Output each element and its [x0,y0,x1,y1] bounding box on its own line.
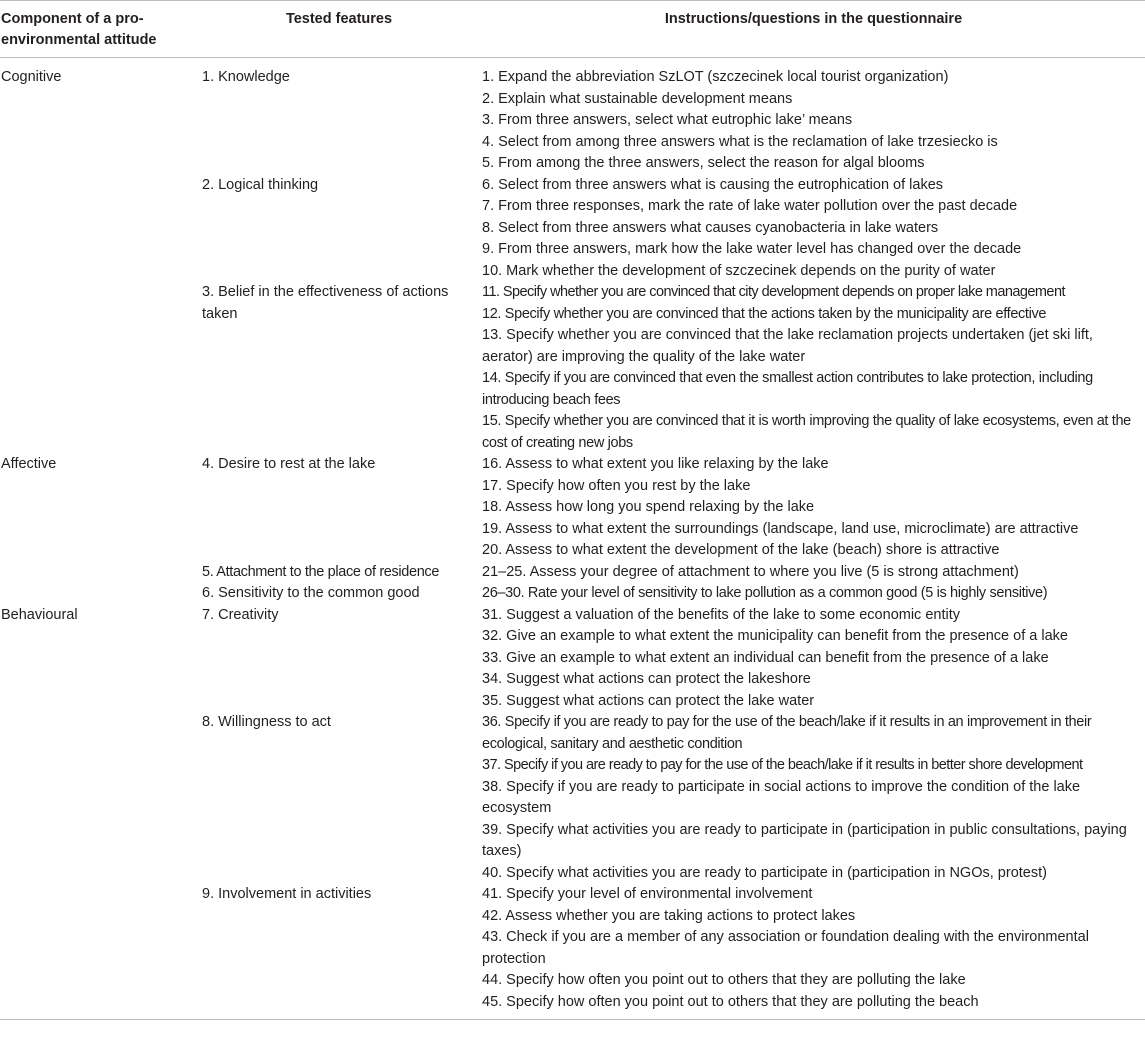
list-item: 39. Specify what activities you are ready to participate in (participation in public consultations, paying taxes) [482,821,1127,859]
list-item: 32. Give an example to what extent the municipality can benefit from the presence of a lake [482,628,1068,644]
feature-cell: 8. Willingness to act [202,714,331,730]
list-item: 11. Specify whether you are convinced that city development depends on proper lake management [482,284,1065,300]
table-row [0,175,1145,283]
list-item: 1. Expand the abbreviation SzLOT (szczecinek local tourist organization) [482,69,949,85]
list-item: 4. Select from among three answers what is the reclamation of lake trzesiecko is [482,133,998,150]
list-item: 31. Suggest a valuation of the benefits of the lake to some economic entity [482,606,960,623]
table-row [0,605,1145,713]
list-item: 42. Assess whether you are taking actions to protect lakes [482,907,856,924]
list-item: 20. Assess to what extent the development of the lake (beach) shore is attractive [482,542,1000,558]
header-instructions: Instructions/questions in the questionnaire [482,1,1145,58]
list-item: 15. Specify whether you are convinced that it is worth improving the quality of lake ecosystems, even at the cost of creating new jobs [482,413,1131,451]
feature-cell: 2. Logical thinking [202,176,319,193]
table-row [0,58,1145,175]
list-item: 8. Select from three answers what causes cyanobacteria in lake waters [482,219,939,236]
list-item: 6. Select from three answers what is causing the eutrophication of lakes [482,176,944,193]
list-item: 16. Assess to what extent you like relaxing by the lake [482,456,829,472]
list-item: 36. Specify if you are ready to pay for the use of the beach/lake if it results in an improvement in their ecological, sanitary and aesthetic condition [482,714,1092,752]
table-row [0,583,1145,605]
instructions-cell [482,712,1145,884]
instructions-cell [482,175,1145,283]
list-item: 38. Specify if you are ready to participate in social actions to improve the condition of the lake ecosystem [482,778,1081,816]
component-cell: Affective [1,456,57,472]
table-row [0,454,1145,562]
header-component: Component of a pro-environmental attitude [0,1,196,58]
instructions-cell [482,562,1145,584]
table-row [0,562,1145,584]
list-item: 21–25. Assess your degree of attachment to where you live (5 is strong attachment) [482,563,1019,580]
list-item: 7. From three responses, mark the rate of lake water pollution over the past decade [482,198,1018,214]
list-item: 41. Specify your level of environmental involvement [482,886,813,902]
component-cell [0,282,196,454]
header-features: Tested features [196,1,482,58]
component-cell: Cognitive [1,69,62,85]
feature-cell: 5. Attachment to the place of residence [202,563,440,580]
feature-cell: 4. Desire to rest at the lake [202,456,376,472]
component-cell: Behavioural [1,606,78,623]
instructions-cell [482,454,1145,562]
table-row [0,884,1145,1020]
list-item: 26–30. Rate your level of sensitivity to lake pollution as a common good (5 is highly sensitive) [482,585,1048,601]
list-item: 12. Specify whether you are convinced that the actions taken by the municipality are effective [482,305,1047,322]
list-item: 9. From three answers, mark how the lake water level has changed over the decade [482,241,1022,257]
instructions-cell [482,282,1145,454]
list-item: 40. Specify what activities you are ready to participate in (participation in NGOs, protest) [482,864,1047,881]
component-cell [0,562,196,584]
list-item: 37. Specify if you are ready to pay for the use of the beach/lake if it results in better shore development [482,757,1083,773]
list-item: 33. Give an example to what extent an individual can benefit from the presence of a lake [482,649,1049,666]
list-item: 18. Assess how long you spend relaxing by the lake [482,499,815,515]
list-item: 3. From three answers, select what eutrophic lake’ means [482,112,853,128]
header-row [0,1,1145,58]
instructions-cell [482,58,1145,175]
feature-cell: 1. Knowledge [202,69,290,85]
list-item: 34. Suggest what actions can protect the lakeshore [482,671,811,687]
instructions-cell [482,605,1145,713]
list-item: 14. Specify if you are convinced that even the smallest action contributes to lake protection, including introducing beach fees [482,370,1093,408]
list-item: 44. Specify how often you point out to others that they are polluting the lake [482,972,966,988]
list-item: 17. Specify how often you rest by the lake [482,477,751,494]
instructions-cell [482,583,1145,605]
list-item: 10. Mark whether the development of szczecinek depends on the purity of water [482,262,996,279]
list-item: 35. Suggest what actions can protect the lake water [482,692,815,709]
list-item: 43. Check if you are a member of any association or foundation dealing with the environmental protection [482,929,1089,967]
feature-cell: 7. Creativity [202,606,279,623]
instructions-cell [482,884,1145,1020]
list-item: 45. Specify how often you point out to others that they are polluting the beach [482,993,979,1010]
component-cell [0,884,196,1020]
table-row [0,282,1145,454]
component-cell [0,583,196,605]
list-item: 19. Assess to what extent the surroundings (landscape, land use, microclimate) are attractive [482,520,1079,537]
component-cell [0,175,196,283]
feature-cell: 9. Involvement in activities [196,884,482,1020]
list-item: 13. Specify whether you are convinced that the lake reclamation projects undertaken (jet ski lift, aerator) are improving the quality of the lake water [482,327,1093,365]
table-row [0,712,1145,884]
list-item: 5. From among the three answers, select the reason for algal blooms [482,155,925,171]
feature-cell: 6. Sensitivity to the common good [202,585,420,601]
feature-cell: 3. Belief in the effectiveness of actions taken [202,284,449,322]
component-cell [0,712,196,884]
list-item: 2. Explain what sustainable development means [482,90,793,107]
